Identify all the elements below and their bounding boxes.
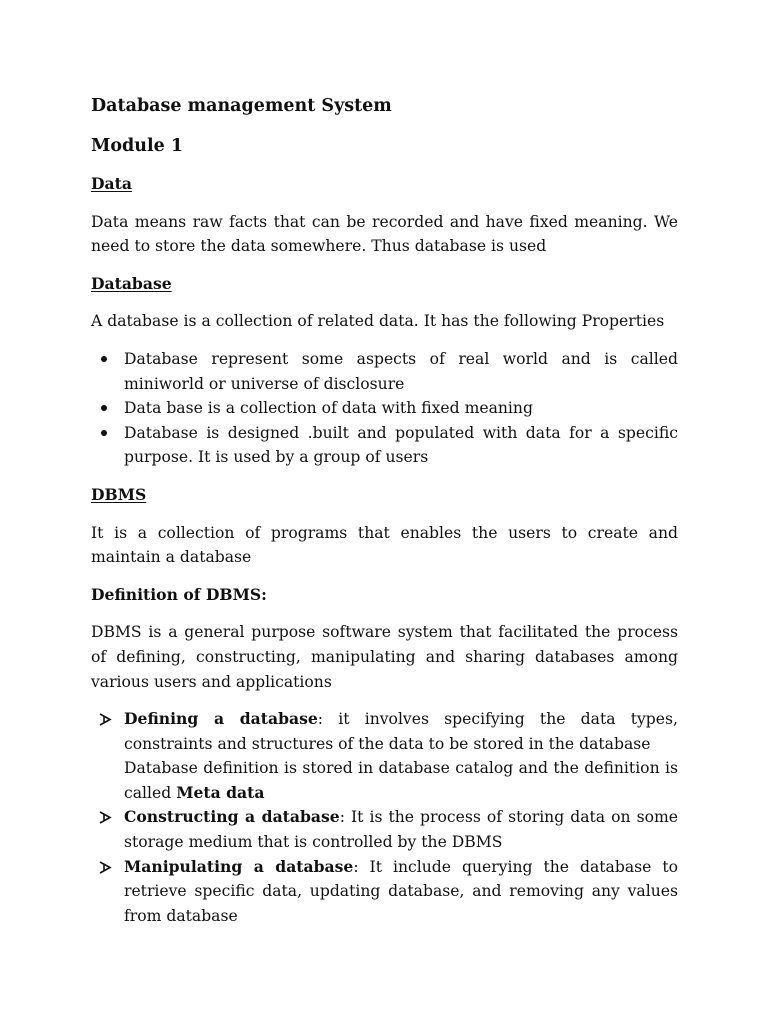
database-properties-list (91, 347, 678, 470)
arrowhead-bullet-icon (98, 713, 112, 726)
list-item-text: : It include querying the database to retrieve specific data, updating database, and removing any values from database (124, 857, 678, 925)
list-item-note: Database definition is stored in database catalog and the definition is called (124, 759, 678, 802)
section-heading-dbms: DBMS (91, 484, 147, 504)
data-paragraph: Data means raw facts that can be recorded and have fixed meaning. We need to store the data somewhere. Thus database is used (91, 212, 678, 256)
bullet-dot-icon (101, 356, 107, 362)
list-item-term: Defining a database (124, 709, 318, 729)
dbms-paragraph: It is a collection of programs that enables the users to create and maintain a database (91, 523, 678, 567)
list-item (91, 421, 678, 470)
list-item-text: Database represent some aspects of real world and is called miniworld or universe of disclosure (124, 349, 678, 393)
arrowhead-bullet-icon (98, 811, 112, 824)
list-item (91, 855, 678, 929)
bullet-dot-icon (101, 405, 107, 411)
bullet-dot-icon (101, 430, 107, 436)
list-item-term: Manipulating a database (124, 856, 354, 876)
section-heading-data: Data (91, 174, 132, 193)
list-item-text: Data base is a collection of data with fixed meaning (124, 399, 533, 418)
list-item-text: Database is designed .built and populated with data for a specific purpose. It is used by a group of users (124, 423, 678, 467)
list-item-term: Constructing a database (124, 807, 340, 827)
list-item-text: : it involves specifying the data types, constraints and structures of the data to be stored in the database (124, 710, 678, 753)
database-intro: A database is a collection of related data. It has the following Properties (91, 312, 665, 331)
list-item (91, 707, 678, 805)
document-title: Database management System (91, 96, 392, 116)
dbms-functions-list (91, 707, 678, 928)
list-item-text: : It is the process of storing data on some storage medium that is controlled by the DBMS (124, 808, 679, 852)
module-heading: Module 1 (91, 136, 184, 156)
list-item (91, 396, 678, 421)
document-page (91, 94, 678, 928)
list-item (91, 347, 678, 396)
definition-paragraph: DBMS is a general purpose software system that facilitated the process of defining, constructing, manipulating and sharing databases among various users and applications (91, 623, 678, 691)
section-heading-database: Database (91, 273, 172, 293)
arrowhead-bullet-icon (98, 861, 112, 874)
list-item (91, 805, 678, 854)
section-heading-definition: Definition of DBMS: (91, 584, 267, 604)
list-item-note-bold: Meta data (176, 782, 265, 802)
